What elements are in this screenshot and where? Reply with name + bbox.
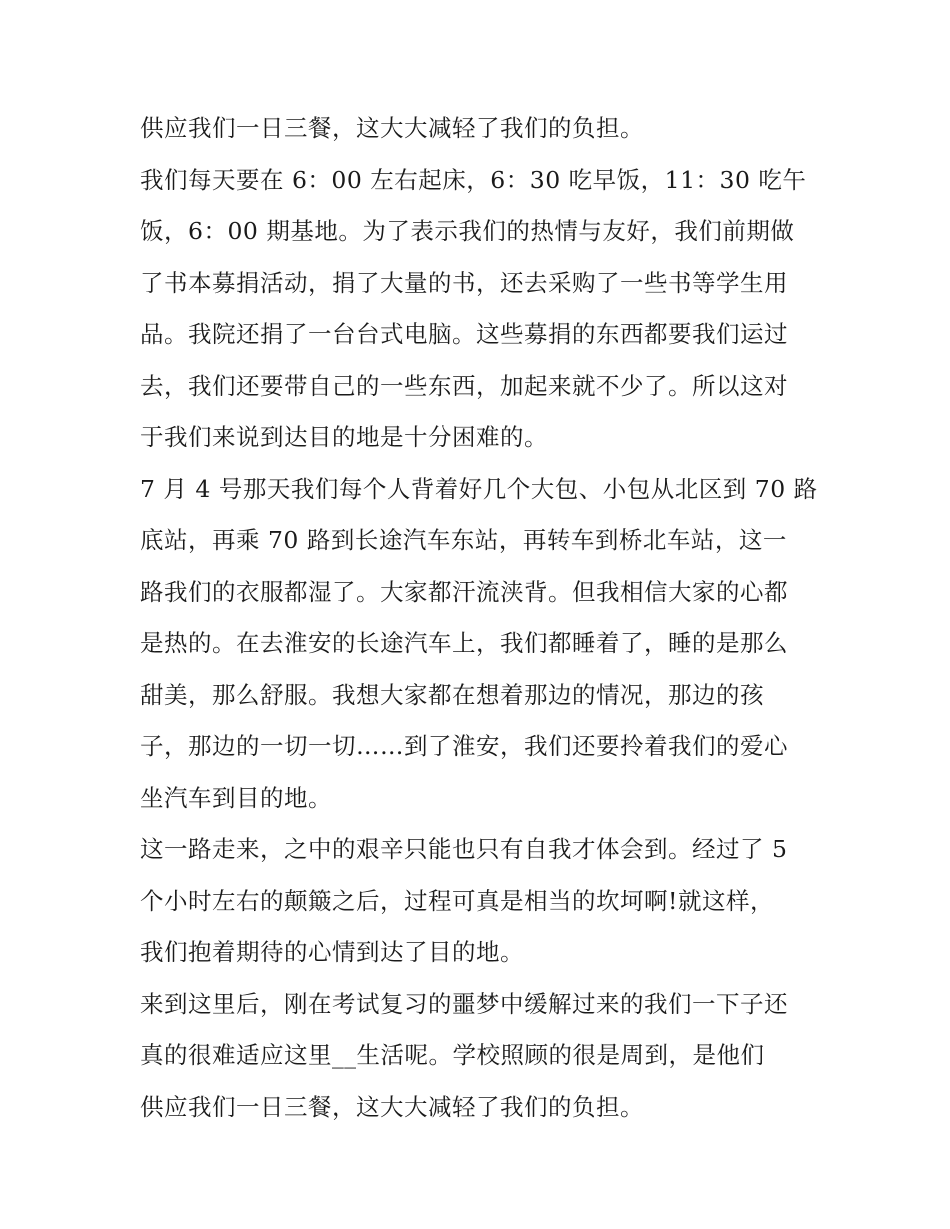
text-line: 个小时左右的颠簸之后，过程可真是相当的坎坷啊!就这样， bbox=[140, 886, 774, 915]
text-line: 我们抱着期待的心情到达了目的地。 bbox=[140, 938, 524, 966]
text-line: 品。我院还捐了一台台式电脑。这些募捐的东西都要我们运过 bbox=[140, 320, 788, 348]
text-line: 路我们的衣服都湿了。大家都汗流浃背。但我相信大家的心都 bbox=[140, 577, 788, 606]
text-line: 底站，再乘 70 路到长途汽车东站，再转车到桥北车站，这一 bbox=[140, 526, 787, 554]
text-line: 坐汽车到目的地。 bbox=[140, 783, 332, 812]
text-line: 甜美，那么舒服。我想大家都在想着那边的情况，那边的孩 bbox=[140, 680, 764, 709]
text-line: 于我们来说到达目的地是十分困难的。 bbox=[140, 423, 548, 451]
text-line: 真的很难适应这里__生活呢。学校照顾的很是周到，是他们 bbox=[140, 1041, 765, 1069]
text-line: 供应我们一日三餐，这大大减轻了我们的负担。 bbox=[140, 1092, 644, 1121]
text-line: 是热的。在去淮安的长途汽车上，我们都睡着了，睡的是那么 bbox=[140, 629, 788, 657]
text-line: 子，那边的一切一切……到了淮安，我们还要拎着我们的爱心 bbox=[140, 732, 788, 760]
text-line: 饭，6：00 期基地。为了表示我们的热情与友好，我们前期做 bbox=[140, 217, 795, 245]
text-line: 我们每天要在 6：00 左右起床，6：30 吃早饭，11：30 吃午 bbox=[140, 165, 807, 194]
body-text bbox=[140, 103, 820, 1133]
text-line: 了书本募捐活动，捐了大量的书，还去采购了一些书等学生用 bbox=[140, 268, 788, 297]
text-line: 7 月 4 号那天我们每个人背着好几个大包、小包从北区到 70 路 bbox=[140, 474, 818, 503]
text-line: 供应我们一日三餐，这大大减轻了我们的负担。 bbox=[140, 114, 644, 142]
text-line: 去，我们还要带自己的一些东西，加起来就不少了。所以这对 bbox=[140, 371, 788, 400]
text-line: 这一路走来，之中的艰辛只能也只有自我才体会到。经过了 5 bbox=[140, 835, 788, 863]
text-line: 来到这里后，刚在考试复习的噩梦中缓解过来的我们一下子还 bbox=[140, 989, 788, 1018]
